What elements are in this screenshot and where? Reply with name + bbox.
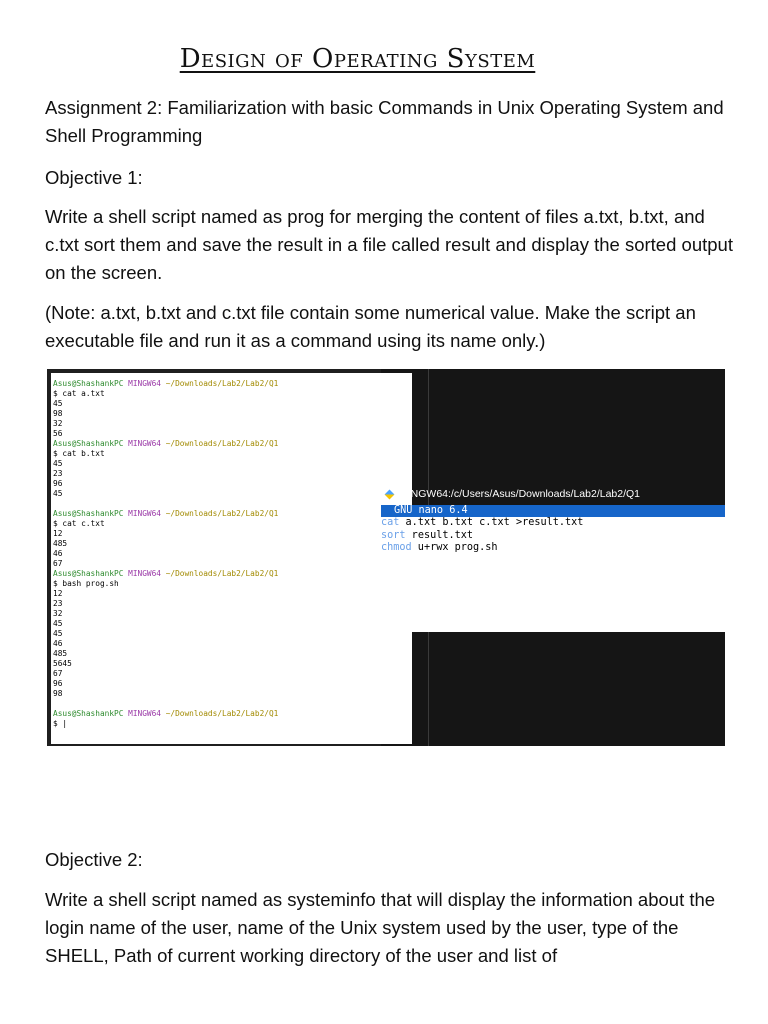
terminal-output-line: 46 — [53, 639, 63, 648]
nano-code-line — [381, 517, 725, 530]
terminal-output-line: 45 — [53, 459, 63, 468]
terminal-output-line: 32 — [53, 419, 63, 428]
prompt-path: ~/Downloads/Lab2/Lab2/Q1 — [165, 709, 279, 718]
prompt-user: Asus@ShashankPC — [53, 439, 124, 448]
objective-2-text: Write a shell script named as systeminfo that will display the information about the login name of the user, name of the Unix system used by the user, type of the SHELL, Path of current working directory of the user and list of — [45, 889, 716, 966]
terminal-output-line: $ bash prog.sh — [53, 579, 119, 588]
code-args: a.txt b.txt c.txt >result.txt — [399, 517, 584, 528]
terminal-output-line: 32 — [53, 609, 63, 618]
terminal-output-line: 96 — [53, 479, 63, 488]
code-args: u+rwx prog.sh — [411, 542, 498, 553]
terminal-output-line: 67 — [53, 669, 63, 678]
terminal-output-line: 5645 — [53, 659, 72, 668]
terminal-output-line: 45 — [53, 489, 63, 498]
prompt-user: Asus@ShashankPC — [53, 569, 124, 578]
prompt-path: ~/Downloads/Lab2/Lab2/Q1 — [165, 379, 279, 388]
terminal-output-line: 12 — [53, 589, 63, 598]
nano-header: GNU nano 6.4 — [381, 505, 725, 517]
nano-code-line — [381, 542, 725, 555]
terminal-output-line: 46 — [53, 549, 63, 558]
prompt-path: ~/Downloads/Lab2/Lab2/Q1 — [165, 509, 279, 518]
terminal-output-line: $ cat a.txt — [53, 389, 105, 398]
terminal-output-line: 45 — [53, 619, 63, 628]
terminal-output-line: $ cat b.txt — [53, 449, 105, 458]
bash-terminal — [51, 373, 412, 744]
code-keyword: chmod — [381, 542, 412, 553]
prompt-host: MINGW64 — [128, 439, 161, 448]
terminal-prompt-line — [53, 569, 412, 579]
terminal-output-line: 12 — [53, 529, 63, 538]
prompt-host: MINGW64 — [128, 569, 161, 578]
terminal-output-line: 45 — [53, 399, 63, 408]
nano-editor — [381, 505, 725, 632]
terminal-output-line: 67 — [53, 559, 63, 568]
code-args: result.txt — [405, 529, 474, 541]
terminal-output-line: 96 — [53, 679, 63, 688]
window-title-text: MINGW64:/c/Users/Asus/Downloads/Lab2/Lab2/Q1 — [399, 488, 641, 500]
mingw-icon — [384, 489, 395, 500]
terminal-output-line: 23 — [53, 599, 63, 608]
prompt-host: MINGW64 — [128, 709, 161, 718]
terminal-output-line: 485 — [53, 539, 68, 548]
terminal-output-line: 98 — [53, 409, 63, 418]
terminal-prompt-line — [53, 439, 412, 449]
prompt-host: MINGW64 — [128, 509, 161, 518]
terminal-output-line: $ cat c.txt — [53, 519, 105, 528]
terminal-prompt-line — [53, 509, 412, 519]
prompt-user: Asus@ShashankPC — [53, 709, 124, 718]
objective-1-note: (Note: a.txt, b.txt and c.txt file contain some numerical value. Make the script an executable file and run it as a command using its name only.) — [45, 302, 696, 351]
page-title: Design of Operating System — [179, 44, 536, 74]
terminal-prompt-line — [53, 379, 412, 389]
terminal-prompt-line — [53, 709, 412, 719]
prompt-path: ~/Downloads/Lab2/Lab2/Q1 — [165, 439, 279, 448]
objective-2-heading: Objective 2: — [45, 849, 143, 870]
terminal-output-line — [53, 499, 412, 509]
objective-1-heading: Objective 1: — [45, 167, 143, 188]
nano-code-line — [381, 530, 725, 543]
code-keyword: sort — [381, 529, 406, 541]
code-keyword: cat — [381, 517, 400, 528]
terminal-output-line — [53, 699, 412, 709]
prompt-user: Asus@ShashankPC — [53, 379, 124, 388]
terminal-output-line: 98 — [53, 689, 63, 698]
assignment-heading: Assignment 2: Familiarization with basic Commands in Unix Operating System and Shell Programming — [45, 97, 724, 146]
terminal-output-line: 485 — [53, 649, 68, 658]
prompt-path: ~/Downloads/Lab2/Lab2/Q1 — [165, 569, 279, 578]
prompt-user: Asus@ShashankPC — [53, 509, 124, 518]
objective-1-text: Write a shell script named as prog for merging the content of files a.txt, b.txt, and c.txt sort them and save the result in a file called result and display the sorted output on the screen. — [45, 206, 733, 283]
editor-window-title — [384, 486, 640, 502]
terminal-screenshot — [47, 369, 725, 746]
prompt-host: MINGW64 — [128, 379, 161, 388]
terminal-output-line: 45 — [53, 629, 63, 638]
terminal-output-line: 56 — [53, 429, 63, 438]
terminal-output-line: $ | — [53, 719, 68, 728]
terminal-output-line: 23 — [53, 469, 63, 478]
